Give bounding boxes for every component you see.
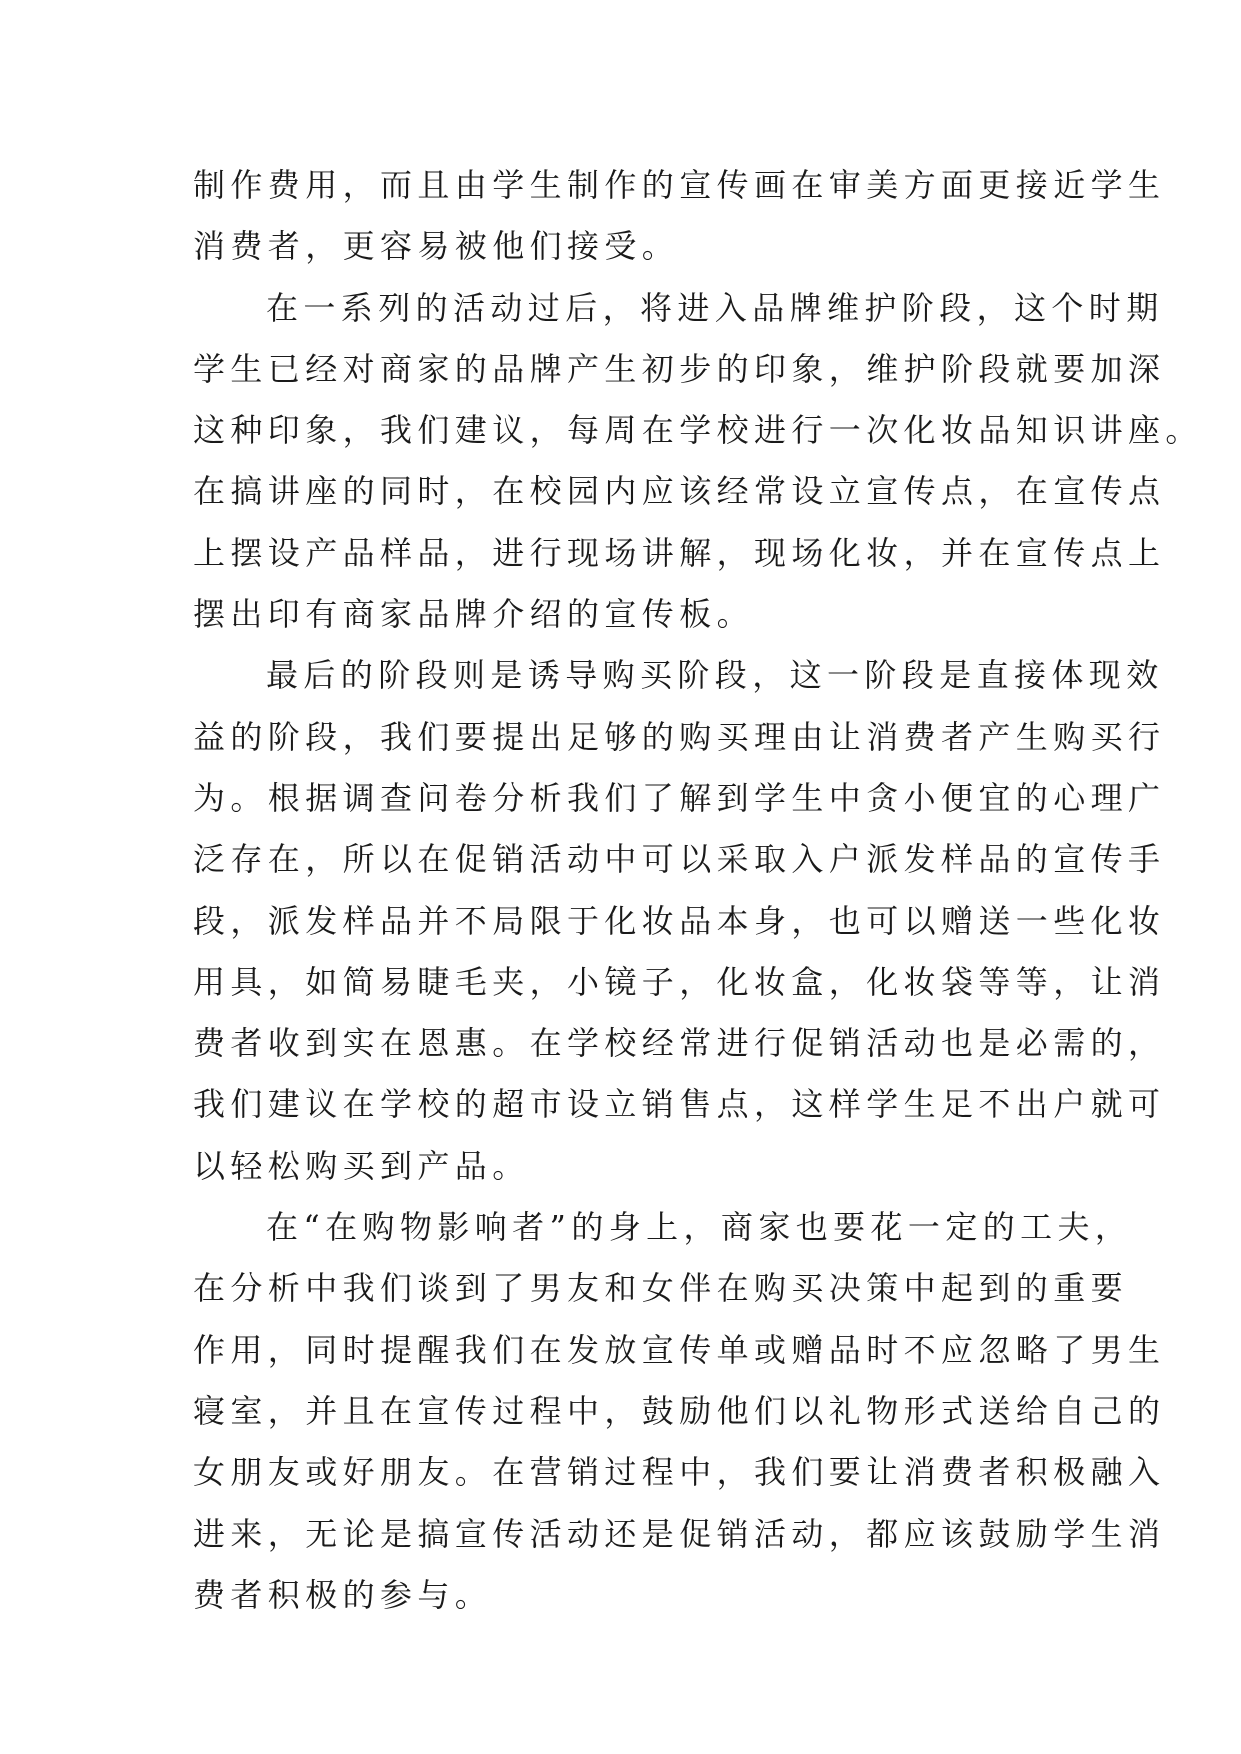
paragraph-first-line: 最后的阶段则是诱导购买阶段，这一阶段是直接体现效 [266, 656, 1164, 695]
body-text [193, 155, 1203, 1626]
paragraph-first-line: 在“在购物影响者”的身上，商家也要花一定的工夫， [266, 1208, 1133, 1247]
text-line: 段，派发样品并不局限于化妆品本身，也可以赠送一些化妆 [193, 901, 1166, 940]
text-line: 女朋友或好朋友。在营销过程中，我们要让消费者积极融入 [193, 1453, 1166, 1492]
text-line: 寝室，并且在宣传过程中，鼓励他们以礼物形式送给自己的 [193, 1391, 1166, 1430]
text-line: 学生已经对商家的品牌产生初步的印象，维护阶段就要加深 [193, 349, 1166, 388]
text-line: 这种印象，我们建议，每周在学校进行一次化妆品知识讲座。 [193, 411, 1203, 450]
text-line: 消费者，更容易被他们接受。 [193, 227, 680, 266]
text-line: 用具，如简易睫毛夹，小镜子，化妆盒，化妆袋等等，让消 [193, 962, 1166, 1001]
text-line: 益的阶段，我们要提出足够的购买理由让消费者产生购买行 [193, 717, 1166, 756]
text-line: 以轻松购买到产品。 [193, 1146, 530, 1185]
text-line: 制作费用，而且由学生制作的宣传画在审美方面更接近学生 [193, 166, 1166, 204]
text-line: 在分析中我们谈到了男友和女伴在购买决策中起到的重要 [193, 1269, 1129, 1308]
text-line: 费者收到实在恩惠。在学校经常进行促销活动也是必需的， [193, 1024, 1166, 1063]
text-line: 费者积极的参与。 [193, 1575, 493, 1614]
text-line: 进来，无论是搞宣传活动还是促销活动，都应该鼓励学生消 [193, 1514, 1166, 1553]
text-line: 摆出印有商家品牌介绍的宣传板。 [193, 595, 755, 634]
text-line: 上摆设产品样品，进行现场讲解，现场化妆，并在宣传点上 [193, 533, 1166, 572]
paragraph-first-line: 在一系列的活动过后，将进入品牌维护阶段，这个时期 [266, 288, 1164, 327]
text-line: 在搞讲座的同时，在校园内应该经常设立宣传点，在宣传点 [193, 472, 1166, 511]
text-line: 为。根据调查问卷分析我们了解到学生中贪小便宜的心理广 [193, 778, 1166, 817]
text-line: 泛存在，所以在促销活动中可以采取入户派发样品的宣传手 [193, 840, 1166, 879]
text-line: 我们建议在学校的超市设立销售点，这样学生足不出户就可 [193, 1085, 1166, 1124]
text-line: 作用，同时提醒我们在发放宣传单或赠品时不应忽略了男生 [193, 1330, 1166, 1369]
